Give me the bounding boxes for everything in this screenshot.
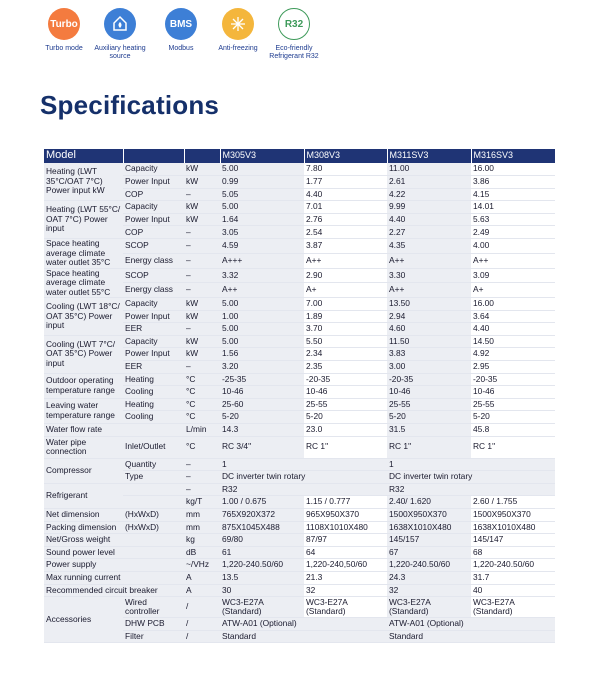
value-cell: 16.00 xyxy=(473,163,494,174)
value-cell: 4.00 xyxy=(473,240,490,251)
table-row xyxy=(44,546,555,559)
value-cell: 25-55 xyxy=(473,398,495,409)
value-cell: 1638X1010X480 xyxy=(387,521,471,534)
table-row xyxy=(44,201,555,214)
table-row xyxy=(44,559,555,572)
value-cell: 64 xyxy=(306,546,316,557)
feature-label: Turbo mode xyxy=(45,45,83,52)
row-unit: – xyxy=(184,253,220,268)
value-cell: 5.00 xyxy=(220,335,304,348)
feature-r32 xyxy=(264,8,324,61)
value-cell: 5.50 xyxy=(306,335,323,346)
value-cell: 4.92 xyxy=(473,348,490,359)
value-cell: 4.40 xyxy=(473,323,490,334)
row-category: Net dimension xyxy=(44,508,123,521)
value-cell: 3.83 xyxy=(387,348,471,361)
value-cell: 5.00 xyxy=(220,298,304,311)
value-cell: A+ xyxy=(306,284,317,295)
value-cell: 2.94 xyxy=(387,310,471,323)
row-unit: / xyxy=(184,618,220,631)
row-parameter: Power Input xyxy=(123,213,184,226)
row-unit: kW xyxy=(184,298,220,311)
value-cell: 2.61 xyxy=(387,176,471,189)
value-cell: 0.99 xyxy=(220,176,304,189)
page-title: Specifications xyxy=(40,90,220,120)
value-cell: 11.00 xyxy=(387,163,471,176)
value-cell: 10-46 xyxy=(306,386,328,397)
value-cell: WC3-E27A (Standard) xyxy=(306,596,348,617)
value-cell: 2.76 xyxy=(306,213,323,224)
value-cell: R32 xyxy=(220,483,387,496)
row-unit: – xyxy=(184,361,220,374)
row-category: Cooling (LWT 18°C/ OAT 35°C) Power input xyxy=(44,298,123,336)
value-cell: 24.3 xyxy=(387,571,471,584)
value-cell: 965X950X370 xyxy=(306,509,360,520)
value-cell: 10-46 xyxy=(473,386,495,397)
row-unit: ~/VHz xyxy=(184,559,220,572)
table-row xyxy=(44,458,555,471)
value-cell: 67 xyxy=(387,546,471,559)
row-unit: °C xyxy=(184,398,220,411)
table-row xyxy=(44,534,555,547)
table-row xyxy=(44,521,555,534)
value-cell: 1,220-240.50/60 xyxy=(473,559,535,570)
row-parameter: COP xyxy=(123,188,184,201)
row-category: Power supply xyxy=(44,559,184,572)
value-cell: 1 xyxy=(387,458,555,471)
flame-house-icon xyxy=(104,8,136,40)
table-row xyxy=(44,571,555,584)
row-unit: kW xyxy=(184,163,220,176)
row-unit: A xyxy=(184,571,220,584)
value-cell: 5-20 xyxy=(220,411,304,424)
value-cell: A++ xyxy=(473,254,489,265)
value-cell: 21.3 xyxy=(306,571,323,582)
value-cell: 1.64 xyxy=(220,213,304,226)
table-row xyxy=(44,597,555,618)
value-cell: 4.35 xyxy=(387,239,471,254)
row-parameter: EER xyxy=(123,361,184,374)
row-unit: / xyxy=(184,630,220,643)
feature-turbo xyxy=(34,8,94,53)
value-cell: -20-35 xyxy=(473,373,498,384)
row-parameter: DHW PCB xyxy=(123,618,184,631)
row-unit: °C xyxy=(184,436,220,458)
value-cell: 9.99 xyxy=(387,201,471,214)
value-cell: 4.59 xyxy=(220,239,304,254)
value-cell: 3.32 xyxy=(220,268,304,283)
value-cell: 10-46 xyxy=(220,386,304,399)
value-cell: A++ xyxy=(387,253,471,268)
value-cell: 7.01 xyxy=(306,201,323,212)
row-parameter xyxy=(123,496,184,509)
value-cell: 5.00 xyxy=(220,201,304,214)
value-cell: A++ xyxy=(306,254,322,265)
value-cell: 31.7 xyxy=(473,571,490,582)
value-cell: 2.95 xyxy=(473,361,490,372)
value-cell: 145/157 xyxy=(387,534,471,547)
value-cell: ATW-A01 (Optional) xyxy=(387,618,555,631)
value-cell: 3.64 xyxy=(473,310,490,321)
value-cell: 5.63 xyxy=(473,213,490,224)
table-header-row xyxy=(44,149,555,163)
value-cell: 25-55 xyxy=(387,398,471,411)
value-cell: 1.56 xyxy=(220,348,304,361)
row-category: Compressor xyxy=(44,458,123,483)
value-cell: 5.00 xyxy=(220,323,304,336)
value-cell: WC3-E27A (Standard) xyxy=(473,596,515,617)
row-parameter: COP xyxy=(123,226,184,239)
row-category: Recommended circuit breaker xyxy=(44,584,184,597)
row-parameter: Capacity xyxy=(123,335,184,348)
value-cell: Standard xyxy=(387,630,555,643)
row-unit: dB xyxy=(184,546,220,559)
row-parameter: EER xyxy=(123,323,184,336)
row-category: Water pipe connection xyxy=(44,436,123,458)
row-parameter: SCOP xyxy=(123,239,184,254)
row-category: Space heating average climate water outlet 35°C xyxy=(44,239,123,269)
value-cell: 4.22 xyxy=(387,188,471,201)
value-cell: -25-35 xyxy=(220,373,304,386)
row-unit: A xyxy=(184,584,220,597)
value-cell: 1638X1010X480 xyxy=(473,521,536,532)
value-cell: 69/80 xyxy=(220,534,304,547)
value-cell: A+ xyxy=(473,284,484,295)
value-cell: 3.30 xyxy=(387,268,471,283)
row-category: Packing dimension xyxy=(44,521,123,534)
value-cell: 1,220-240.50/60 xyxy=(387,559,471,572)
row-parameter: SCOP xyxy=(123,268,184,283)
row-unit: – xyxy=(184,268,220,283)
row-parameter: Energy class xyxy=(123,253,184,268)
row-parameter: Power Input xyxy=(123,348,184,361)
row-unit: / xyxy=(184,597,220,618)
row-category: Outdoor operating temperature range xyxy=(44,373,123,398)
value-cell: RC 3/4" xyxy=(220,436,304,458)
value-cell: 2.40/ 1.620 xyxy=(387,496,471,509)
value-cell: 4.60 xyxy=(387,323,471,336)
row-unit: – xyxy=(184,458,220,471)
row-parameter: Capacity xyxy=(123,201,184,214)
turbo-icon: Turbo xyxy=(48,8,80,40)
row-category: Heating (LWT 35°C/OAT 7°C) Power input kW xyxy=(44,163,123,201)
value-cell: R32 xyxy=(387,483,555,496)
value-cell: 1500X950X370 xyxy=(473,509,531,520)
row-parameter: Energy class xyxy=(123,283,184,298)
value-cell: 5-20 xyxy=(473,411,490,422)
row-parameter: Wired controller xyxy=(123,597,184,618)
value-cell: 5.05 xyxy=(220,188,304,201)
value-cell: 32 xyxy=(387,584,471,597)
row-category: Accessories xyxy=(44,597,123,643)
header-cell xyxy=(184,149,220,163)
value-cell: 4.40 xyxy=(306,188,323,199)
value-cell: 3.86 xyxy=(473,176,490,187)
value-cell: 13.5 xyxy=(220,571,304,584)
value-cell: 61 xyxy=(220,546,304,559)
value-cell: 2.35 xyxy=(306,361,323,372)
row-parameter xyxy=(123,483,184,496)
value-cell: 3.00 xyxy=(387,361,471,374)
value-cell: 4.15 xyxy=(473,188,490,199)
value-cell: 16.00 xyxy=(473,298,494,309)
value-cell: 5-20 xyxy=(387,411,471,424)
table-row xyxy=(44,239,555,254)
value-cell: 1 xyxy=(220,458,387,471)
row-parameter: Heating xyxy=(123,373,184,386)
value-cell: 3.20 xyxy=(220,361,304,374)
row-unit: kg/T xyxy=(184,496,220,509)
value-cell: 1108X1010X480 xyxy=(306,521,368,532)
row-unit: kW xyxy=(184,201,220,214)
value-cell: 23.0 xyxy=(306,424,323,435)
row-parameter: Capacity xyxy=(123,298,184,311)
value-cell: 14.3 xyxy=(220,424,304,437)
row-unit: kW xyxy=(184,348,220,361)
value-cell: -20-35 xyxy=(387,373,471,386)
value-cell: RC 1" xyxy=(387,436,471,458)
value-cell: Standard xyxy=(220,630,387,643)
value-cell: 31.5 xyxy=(387,424,471,437)
header-cell: Model xyxy=(44,149,123,163)
value-cell: 30 xyxy=(220,584,304,597)
value-cell: 3.09 xyxy=(473,269,490,280)
row-unit: mm xyxy=(184,521,220,534)
r32-icon: R32 xyxy=(278,8,310,40)
table-row xyxy=(44,163,555,176)
value-cell: 87/97 xyxy=(306,534,327,545)
value-cell: 10-46 xyxy=(387,386,471,399)
row-unit: kW xyxy=(184,213,220,226)
feature-label: Modbus xyxy=(168,45,194,52)
row-unit: kW xyxy=(184,176,220,189)
value-cell: 5.00 xyxy=(220,163,304,176)
table-row xyxy=(44,398,555,411)
row-unit: – xyxy=(184,483,220,496)
value-cell: DC inverter twin rotary xyxy=(220,471,387,484)
table-row xyxy=(44,298,555,311)
row-parameter: Power Input xyxy=(123,310,184,323)
row-category: Heating (LWT 55°C/ OAT 7°C) Power input xyxy=(44,201,123,239)
value-cell: 3.87 xyxy=(306,240,323,251)
row-category: Leaving water temperature range xyxy=(44,398,123,423)
value-cell: 14.01 xyxy=(473,201,494,212)
value-cell: 2.90 xyxy=(306,269,323,280)
bms-icon: BMS xyxy=(165,8,197,40)
table-row xyxy=(44,424,555,437)
value-cell: 2.49 xyxy=(473,226,490,237)
value-cell: 2.34 xyxy=(306,348,323,359)
row-unit: – xyxy=(184,471,220,484)
row-unit: kg xyxy=(184,534,220,547)
row-parameter: (HxWxD) xyxy=(123,508,184,521)
row-category: Water flow rate xyxy=(44,424,184,437)
value-cell: 32 xyxy=(306,584,316,595)
value-cell: 1.77 xyxy=(306,176,323,187)
value-cell: 1,220-240,50/60 xyxy=(306,559,368,570)
value-cell: 765X920X372 xyxy=(220,508,304,521)
table-row xyxy=(44,436,555,458)
row-unit: L/min xyxy=(184,424,220,437)
value-cell: 1.00 xyxy=(220,310,304,323)
row-unit: kW xyxy=(184,310,220,323)
value-cell: 3.70 xyxy=(306,323,323,334)
value-cell: A++ xyxy=(220,283,304,298)
value-cell: 13.50 xyxy=(387,298,471,311)
table-row xyxy=(44,483,555,496)
feature-label: Eco-friendly Refrigerant R32 xyxy=(269,45,319,60)
header-cell xyxy=(123,149,184,163)
value-cell: 875X1045X488 xyxy=(220,521,304,534)
value-cell: 5-20 xyxy=(306,411,323,422)
row-parameter: (HxWxD) xyxy=(123,521,184,534)
value-cell: 7.00 xyxy=(306,298,323,309)
row-unit: kW xyxy=(184,335,220,348)
row-parameter: Heating xyxy=(123,398,184,411)
row-category: Net/Gross weight xyxy=(44,534,184,547)
feature-auxiliary-heating xyxy=(90,8,150,61)
row-parameter: Filter xyxy=(123,630,184,643)
value-cell: 11.50 xyxy=(387,335,471,348)
value-cell: 2.60 / 1.755 xyxy=(473,496,518,507)
row-unit: °C xyxy=(184,373,220,386)
row-unit: – xyxy=(184,188,220,201)
header-cell: M305V3 xyxy=(220,149,304,163)
snowflake-sun-icon xyxy=(222,8,254,40)
value-cell: DC inverter twin rotary xyxy=(387,471,555,484)
row-unit: – xyxy=(184,239,220,254)
row-parameter: Capacity xyxy=(123,163,184,176)
table-row xyxy=(44,373,555,386)
value-cell: 1.15 / 0.777 xyxy=(306,496,351,507)
value-cell: 45.8 xyxy=(473,424,490,435)
feature-label: Anti-freezing xyxy=(218,45,258,52)
feature-label: Auxiliary heating source xyxy=(94,45,146,60)
row-parameter: Inlet/Outlet xyxy=(123,436,184,458)
table-row xyxy=(44,508,555,521)
value-cell: A+++ xyxy=(220,253,304,268)
value-cell: 4.40 xyxy=(387,213,471,226)
row-unit: mm xyxy=(184,508,220,521)
row-category: Refrigerant xyxy=(44,483,123,508)
value-cell: 14.50 xyxy=(473,335,494,346)
value-cell: 25-55 xyxy=(306,398,328,409)
value-cell: WC3-E27A (Standard) xyxy=(387,597,471,618)
feature-bms xyxy=(151,8,211,53)
value-cell: 1,220-240.50/60 xyxy=(220,559,304,572)
value-cell: A++ xyxy=(387,283,471,298)
value-cell: 145/147 xyxy=(473,534,504,545)
row-unit: – xyxy=(184,226,220,239)
row-category: Sound power level xyxy=(44,546,184,559)
table-row xyxy=(44,268,555,283)
row-parameter: Cooling xyxy=(123,386,184,399)
value-cell: 68 xyxy=(473,546,483,557)
specifications-table xyxy=(44,149,555,643)
table-row xyxy=(44,335,555,348)
value-cell: ATW-A01 (Optional) xyxy=(220,618,387,631)
row-category: Max running current xyxy=(44,571,184,584)
header-cell: M316SV3 xyxy=(471,149,555,163)
value-cell: 3.05 xyxy=(220,226,304,239)
header-cell: M308V3 xyxy=(304,149,387,163)
value-cell: -20-35 xyxy=(306,373,331,384)
row-unit: – xyxy=(184,323,220,336)
value-cell: 1.89 xyxy=(306,310,323,321)
value-cell: RC 1" xyxy=(306,441,329,452)
value-cell: 40 xyxy=(473,584,483,595)
feature-icons-row xyxy=(34,8,324,68)
value-cell: RC 1" xyxy=(473,441,496,452)
row-unit: °C xyxy=(184,386,220,399)
table-row xyxy=(44,584,555,597)
row-category: Space heating average climate water outlet 55°C xyxy=(44,268,123,298)
row-parameter: Cooling xyxy=(123,411,184,424)
value-cell: 1.00 / 0.675 xyxy=(220,496,304,509)
value-cell: 2.27 xyxy=(387,226,471,239)
value-cell: 25-60 xyxy=(220,398,304,411)
value-cell: WC3-E27A (Standard) xyxy=(220,597,304,618)
value-cell: 7.80 xyxy=(306,163,323,174)
row-parameter: Quantity xyxy=(123,458,184,471)
feature-anti-freezing xyxy=(208,8,268,53)
row-parameter: Type xyxy=(123,471,184,484)
value-cell: 2.54 xyxy=(306,226,323,237)
row-unit: – xyxy=(184,283,220,298)
value-cell: 1500X950X370 xyxy=(387,508,471,521)
row-category: Cooling (LWT 7°C/ OAT 35°C) Power input xyxy=(44,335,123,373)
row-parameter: Power Input xyxy=(123,176,184,189)
header-cell: M311SV3 xyxy=(387,149,471,163)
row-unit: °C xyxy=(184,411,220,424)
